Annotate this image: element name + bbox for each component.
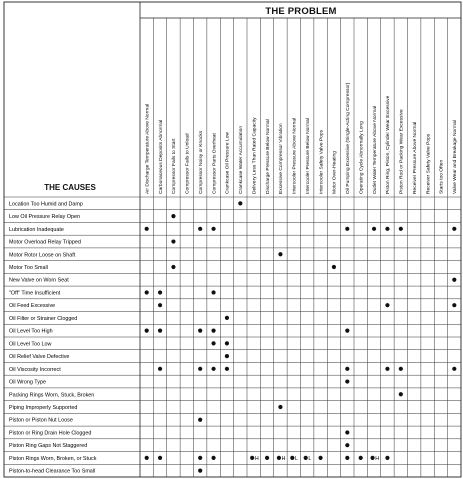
- mark-dot: [198, 456, 202, 460]
- problem-label: Crankcase Water Accumulation: [239, 125, 245, 194]
- mark-dot: [452, 367, 456, 371]
- mark-dot: [345, 379, 349, 383]
- cause-label: Oil Level Too Low: [9, 341, 52, 348]
- cause-label: Piston Ring Gaps Not Staggered: [9, 443, 88, 450]
- problem-label: Intercooler Pressure Above Normal: [292, 117, 298, 194]
- mark-dot: [290, 456, 294, 460]
- mark-dot: [198, 367, 202, 371]
- mark-dot: [211, 329, 215, 333]
- mark-dot: [452, 227, 456, 231]
- cause-label: Oil Level Too High: [9, 328, 53, 335]
- mark-dot: [158, 303, 162, 307]
- cause-label: Motor Rotor Loose on Shaft: [9, 252, 76, 259]
- mark-dot: [385, 303, 389, 307]
- mark-dot: [211, 227, 215, 231]
- mark-dot: [359, 456, 363, 460]
- mark-dot: [158, 329, 162, 333]
- cause-label: Lubrication Inadequate: [9, 226, 64, 233]
- problem-heading: THE PROBLEM: [265, 6, 337, 17]
- cause-label: Oil Relief Valve Defective: [9, 354, 70, 361]
- problem-label: Piston Rod or Packing Wear Excessive: [399, 109, 405, 194]
- cause-label: Piston or Ring Drain Hole Clogged: [9, 430, 92, 437]
- mark-dot: [211, 456, 215, 460]
- mark-dot: [345, 430, 349, 434]
- mark-dot: [399, 227, 403, 231]
- mark-letter: L: [308, 455, 312, 462]
- mark-dot: [145, 290, 149, 294]
- cause-label: Motor Too Small: [9, 265, 48, 271]
- problem-label: Excessive Compressor Vibration: [279, 123, 285, 194]
- problem-label: Oil Pumping Excessive (Single-Acting Compressor): [346, 82, 352, 194]
- causes-heading: THE CAUSES: [44, 183, 96, 192]
- cause-label: Low Oil Pressure Relay Open: [9, 214, 81, 221]
- mark-dot: [385, 367, 389, 371]
- mark-dot: [145, 227, 149, 231]
- mark-dot: [278, 405, 282, 409]
- mark-letter: H: [254, 455, 259, 462]
- problem-label: Receiver Safety Valve Pops: [426, 133, 432, 194]
- mark-dot: [145, 456, 149, 460]
- mark-dot: [171, 214, 175, 218]
- mark-dot: [385, 456, 389, 460]
- mark-dot: [211, 290, 215, 294]
- cause-label: Piston or Piston Nut Loose: [9, 417, 73, 424]
- mark-letter: H: [375, 455, 380, 462]
- cause-label: New Valve on Worn Seat: [9, 277, 69, 284]
- mark-dot: [277, 456, 281, 460]
- cause-label: Motor Overload Relay Tripped: [9, 239, 81, 246]
- cause-label: Piston Rings Worn, Broken, or Stuck: [9, 455, 97, 462]
- mark-dot: [345, 329, 349, 333]
- problem-label: Compressor Fails to Unload: [185, 133, 191, 194]
- cause-label: Oil Wrong Type: [9, 379, 46, 386]
- mark-dot: [211, 341, 215, 345]
- cause-label: "Off" Time Insufficient: [9, 290, 61, 297]
- problem-label: Operating Cycle Abnormally Long: [359, 121, 365, 194]
- mark-dot: [198, 469, 202, 473]
- problem-label: Starts too Often: [439, 159, 445, 194]
- problem-label: Intercooler Safety Valve Pops: [319, 129, 325, 194]
- problem-label: Compressor Parts Overheat: [212, 133, 218, 194]
- mark-dot: [238, 201, 242, 205]
- mark-dot: [385, 227, 389, 231]
- mark-dot: [265, 456, 269, 460]
- mark-dot: [198, 418, 202, 422]
- mark-dot: [452, 303, 456, 307]
- mark-letter: L: [295, 455, 298, 462]
- mark-dot: [158, 367, 162, 371]
- mark-dot: [225, 316, 229, 320]
- mark-dot: [158, 456, 162, 460]
- mark-dot: [399, 367, 403, 371]
- problem-label: Motor Over-Heating: [332, 151, 338, 194]
- problem-label: Valve Wear and Breakage Normal: [453, 120, 459, 194]
- problem-label: Crankcase Oil Pressure Low: [225, 132, 231, 194]
- problem-label: Outlet Water Temperature Above Normal: [372, 105, 378, 194]
- mark-dot: [370, 456, 374, 460]
- mark-dot: [145, 329, 149, 333]
- mark-dot: [171, 239, 175, 243]
- cause-label: Location Too Humid and Damp: [9, 201, 83, 208]
- mark-dot: [304, 456, 308, 460]
- mark-dot: [225, 367, 229, 371]
- cause-label: Oil Viscosity Incorrect: [9, 366, 61, 373]
- mark-dot: [250, 456, 254, 460]
- mark-dot: [345, 456, 349, 460]
- cause-label: Oil Feed Excessive: [9, 303, 56, 310]
- problem-label: Piston Ring, Piston, Cylinder Wear Excessive: [386, 95, 392, 194]
- problem-label: Compressor Noisy or Knocks: [198, 130, 204, 194]
- mark-dot: [399, 392, 403, 396]
- mark-dot: [452, 278, 456, 282]
- cause-label: Oil Filter or Strainer Clogged: [9, 315, 78, 322]
- problem-label: Carbonaceous Deposits Abnormal: [158, 119, 164, 194]
- mark-dot: [225, 341, 229, 345]
- mark-dot: [345, 227, 349, 231]
- mark-dot: [332, 265, 336, 269]
- mark-dot: [372, 227, 376, 231]
- cause-label: Piston-to-head Clearance Too Small: [9, 468, 96, 475]
- mark-dot: [171, 265, 175, 269]
- problem-label: Intercooler Pressure Below Normal: [305, 118, 311, 194]
- mark-dot: [211, 367, 215, 371]
- mark-dot: [318, 456, 322, 460]
- problem-label: Compressor Fails to Start: [172, 138, 178, 194]
- mark-dot: [345, 443, 349, 447]
- cause-label: Packing Rings Worn, Stuck, Broken: [9, 392, 95, 399]
- problem-label: Air Discharge Temperature Above Normal: [145, 103, 151, 194]
- problem-label: Receiver Pressure Above Normal: [412, 121, 418, 194]
- problem-label: Discharge Pressure Below Normal: [265, 119, 271, 194]
- mark-dot: [158, 290, 162, 294]
- cause-label: Piping Improperly Supported: [9, 405, 78, 411]
- mark-dot: [345, 367, 349, 371]
- mark-dot: [225, 354, 229, 358]
- mark-letter: H: [281, 455, 286, 462]
- mark-dot: [198, 227, 202, 231]
- mark-dot: [198, 329, 202, 333]
- mark-dot: [278, 252, 282, 256]
- problem-label: Delivery Less Than Rated Capacity: [252, 117, 258, 194]
